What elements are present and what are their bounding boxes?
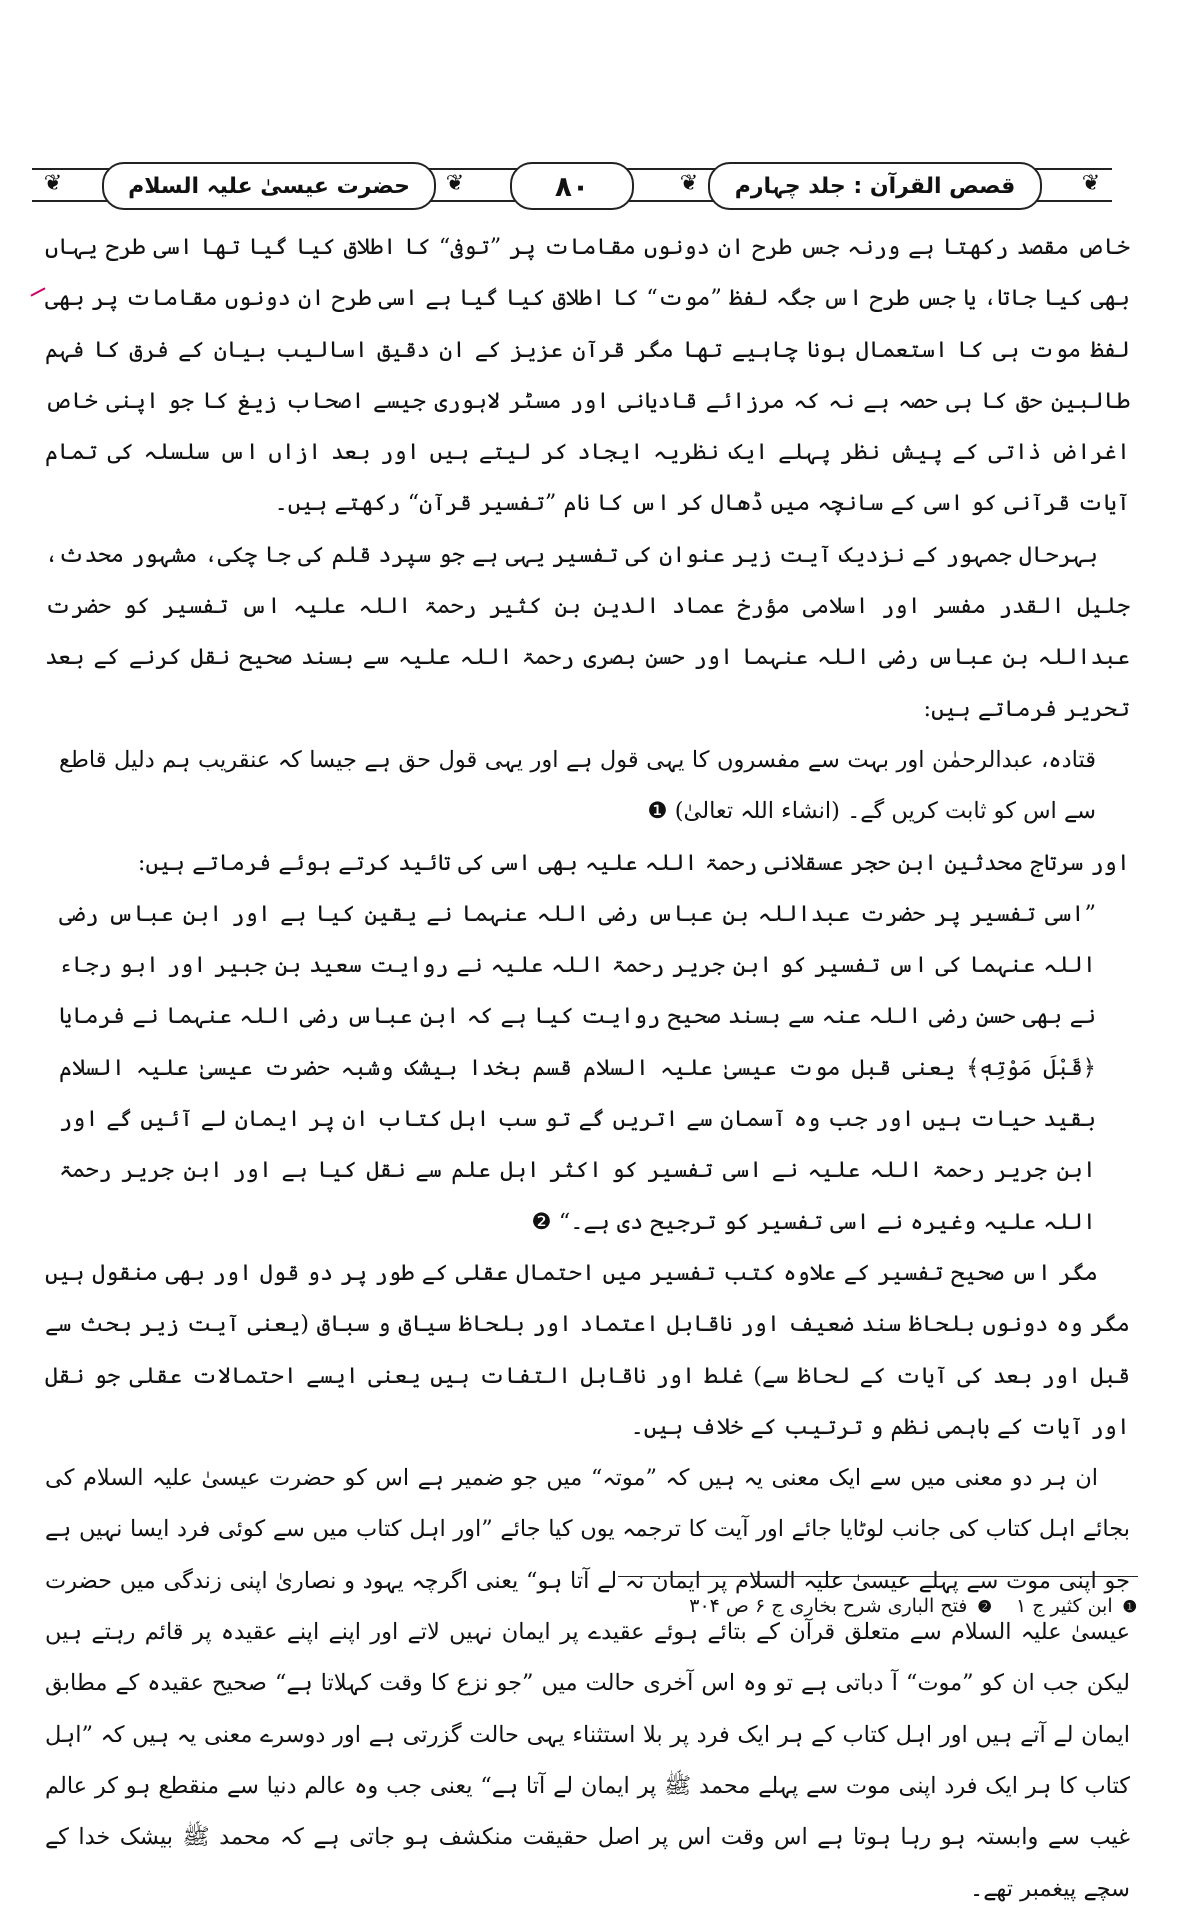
header-ornament-icon: ❦ bbox=[40, 171, 66, 197]
paragraph: خاص مقصد رکھتا ہے ورنہ جس طرح ان دونوں مقامات پر ”توفی“ کا اطلاق کیا گیا تھا اسی طرح یہاں بھی کیا جاتا، یا جس طرح اس جگہ لفظ ”موت“ کا اطلاق کیا گیا ہے اسی طرح ان دونوں مقامات پر بھی لفظ موت ہی کا استعمال ہونا چاہیے تھا مگر قرآن عزیز کے ان دقیق اسالیب بیان کے فرق کا فہم طالبین حق کا ہی حصہ ہے نہ کہ مرزائے قادیانی اور مسٹر لاہوری جیسے اصحاب زیغ کا جو اپنی خاص اغراض ذاتی کے پیش نظر پہلے ایک نظریہ ایجاد کر لیتے ہیں اور بعد ازاں اس سلسلہ کی تمام آیات قرآنی کو اسی کے سانچہ میں ڈھال کر اس کا نام ”تفسیر قرآن“ رکھتے ہیں۔ bbox=[45, 234, 1130, 517]
chapter-title: حضرت عیسیٰ علیہ السلام bbox=[102, 162, 436, 210]
footnote-text: ابن کثیر ج ۱ bbox=[1015, 1595, 1113, 1617]
header-ornament-icon: ❦ bbox=[442, 171, 468, 197]
paragraph: بہرحال جمہور کے نزدیک آیت زیر عنوان کی تفسیر یہی ہے جو سپرد قلم کی جا چکی، مشہور محدث، جلیل القدر مفسر اور اسلامی مؤرخ عماد الدین بن کثیر رحمۃ اللہ علیہ اس تفسیر کو حضرت عبداللہ بن عباس رضی اللہ عنہما اور حسن بصری رحمۃ اللہ علیہ سے بسند صحیح نقل کرنے کے بعد تحریر فرماتے ہیں: bbox=[45, 541, 1130, 722]
paragraph: مگر اس صحیح تفسیر کے علاوہ کتب تفسیر میں احتمال عقلی کے طور پر دو قول اور بھی منقول ہیں مگر وہ دونوں بلحاظ سند ضعیف اور ناقابل اعتماد اور بلحاظ سیاق و سباق (یعنی آیت زیر بحث سے قبل اور بعد کی آیات کے لحاظ سے) غلط اور ناقابل التفات ہیں یعنی ایسے احتمالات عقلی جو نقل اور آیات کے باہمی نظم و ترتیب کے خلاف ہیں۔ bbox=[45, 1259, 1130, 1440]
footnote-separator bbox=[618, 1576, 1138, 1577]
quotation: قتادہ، عبدالرحمٰن اور بہت سے مفسروں کا یہی قول ہے اور یہی قول حق ہے جیسا کہ عنقریب ہم دلیل قاطع سے اس کو ثابت کریں گے۔ (انشاء اللہ تعالیٰ) ❶ bbox=[59, 746, 1096, 825]
running-header bbox=[32, 162, 1112, 208]
quotation: ”اسی تفسیر پر حضرت عبداللہ بن عباس رضی اللہ عنہما نے یقین کیا ہے اور ابن عباس رضی اللہ عنہما کی اس تفسیر کو ابن جریر رحمۃ اللہ علیہ نے روایت سعید بن جبیر اور ابو رجاء نے بھی حسن رضی اللہ عنہ سے بسند صحیح روایت کیا ہے کہ ابن عباس رضی اللہ عنہما نے فرمایا ﴿قَبْلَ مَوْتِهٖ﴾ یعنی قبل موت عیسیٰ علیہ السلام قسم بخدا بیشک وشبہ حضرت عیسیٰ علیہ السلام بقید حیات ہیں اور جب وہ آسمان سے اتریں گے تو سب اہل کتاب ان پر ایمان لے آئیں گے اور ابن جریر رحمۃ اللہ علیہ نے اسی تفسیر کو اکثر اہل علم سے نقل کیا ہے اور ابن جریر رحمۃ اللہ علیہ وغیرہ نے اسی تفسیر کو ترجیح دی ہے۔“ ❷ bbox=[59, 900, 1096, 1235]
paragraph: اور سرتاج محدثین ابن حجر عسقلانی رحمۃ اللہ علیہ بھی اسی کی تائید کرتے ہوئے فرماتے ہیں: bbox=[137, 849, 1130, 876]
paragraph: ان ہر دو معنی میں سے ایک معنی یہ ہیں کہ ”موتہ“ میں جو ضمیر ہے اس کو حضرت عیسیٰ علیہ السلام کی بجائے اہل کتاب کی جانب لوٹایا جائے اور آیت کا ترجمہ یوں کیا جائے ”اور اہل کتاب میں سے کوئی فرد ایسا نہیں ہے جو اپنی موت سے پہلے عیسیٰ علیہ السلام پر ایمان نہ لے آتا ہو“ یعنی اگرچہ یہود و نصاریٰ اپنی زندگی میں حضرت عیسیٰ علیہ السلام سے متعلق قرآن کے بتائے ہوئے عقیدے پر ایمان نہیں لاتے اور اپنے اپنے عقیدہ پر قائم رہتے ہیں لیکن جب ان کو ”موت“ آ دباتی ہے تو وہ اس آخری حالت میں ”جو نزع کا وقت کہلاتا ہے“ صحیح عقیدہ کے مطابق ایمان لے آتے ہیں اور اہل کتاب کے ہر ایک فرد پر بلا استثناء یہی حالت گزرتی ہے اور دوسرے معنی یہ ہیں کہ ”اہل کتاب کا ہر ایک فرد اپنی موت سے پہلے محمد ﷺ پر ایمان لے آتا ہے“ یعنی جب وہ عالم دنیا سے منقطع ہو کر عالم غیب سے وابستہ ہو رہا ہوتا ہے اس وقت اس پر اصل حقیقت منکشف ہو جاتی ہے کہ محمد ﷺ بیشک خدا کے سچے پیغمبر تھے۔ bbox=[45, 1465, 1130, 1902]
footnote-marker: ❶ bbox=[1122, 1597, 1137, 1616]
page-number: ۸۰ bbox=[510, 162, 634, 210]
footnotes bbox=[137, 1586, 1137, 1627]
main-text bbox=[45, 222, 1130, 1915]
header-ornament-icon: ❦ bbox=[1078, 171, 1104, 197]
header-ornament-icon: ❦ bbox=[676, 171, 702, 197]
footnote-text: فتح الباری شرح بخاری ج ۶ ص ۳۰۴ bbox=[689, 1595, 968, 1617]
margin-pen-mark bbox=[30, 287, 45, 296]
footnote-marker: ❷ bbox=[977, 1597, 992, 1616]
book-title: قصص القرآن : جلد چہارم bbox=[708, 162, 1042, 210]
